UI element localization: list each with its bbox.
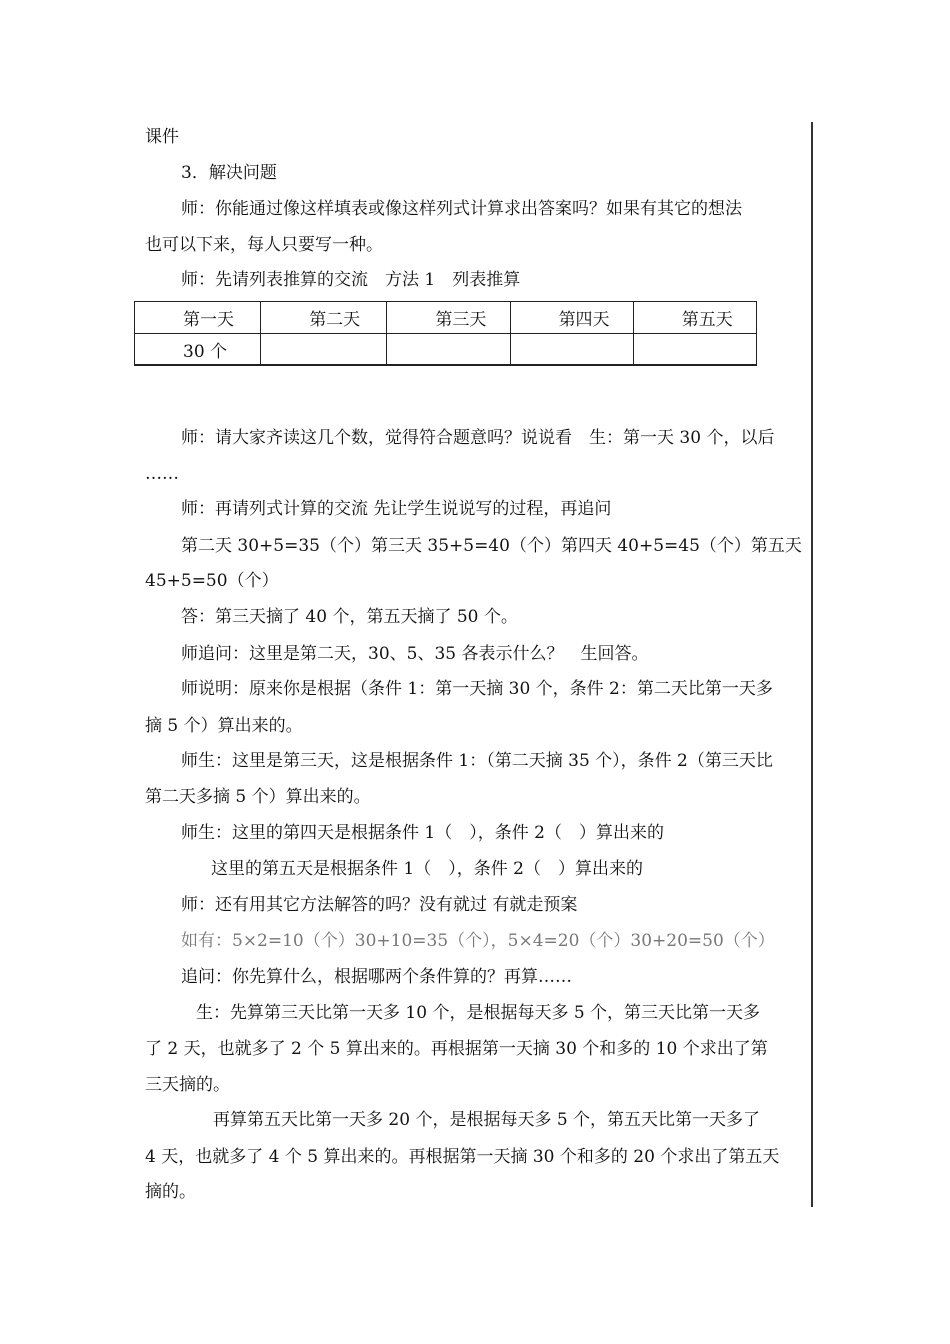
day-table xyxy=(134,301,757,366)
table-cell xyxy=(261,334,386,337)
table-row xyxy=(135,334,757,366)
text-line: 再算第五天比第一天多 20 个，是根据每天多 5 个，第五天比第一天多了 xyxy=(213,1110,761,1130)
table-bottom-border xyxy=(134,364,757,366)
text-line: 摘 5 个）算出来的。 xyxy=(145,716,303,736)
text-line: 师生：这里是第三天，这是根据条件 1：（第二天摘 35 个），条件 2（第三天比 xyxy=(181,751,773,771)
text-line: 这里的第五天是根据条件 1（ ），条件 2（ ）算出来的 xyxy=(211,859,643,879)
text-line: 4 天，也就多了 4 个 5 算出来的。再根据第一天摘 30 个和多的 20 个求出了第五天 xyxy=(145,1147,780,1167)
text-line: 45+5=50（个） xyxy=(145,571,279,591)
text-line: 师：先请列表推算的交流 方法 1 列表推算 xyxy=(181,270,521,290)
text-line: 师：请大家齐读这几个数，觉得符合题意吗？说说看 生：第一天 30 个，以后 xyxy=(181,428,775,448)
table-header-row xyxy=(135,302,757,334)
text-line: 师追问：这里是第二天，30、5、35 各表示什么？ 生回答。 xyxy=(181,644,649,664)
table-header-cell: 第五天 xyxy=(681,310,733,330)
text-line: 师说明：原来你是根据（条件 1：第一天摘 30 个，条件 2：第二天比第一天多 xyxy=(181,679,773,699)
text-line: 了 2 天，也就多了 2 个 5 算出来的。再根据第一天摘 30 个和多的 10 个求出了第 xyxy=(145,1039,768,1059)
text-line: 摘的。 xyxy=(145,1182,196,1202)
table-cell xyxy=(511,334,633,337)
text-line-gray: 如有：5×2=10（个）30+10=35（个），5×4=20（个）30+20=50（个） xyxy=(181,931,775,951)
text-line: 课件 xyxy=(145,127,179,147)
text-line: 师：你能通过像这样填表或像这样列式计算求出答案吗？如果有其它的想法 xyxy=(181,199,742,219)
table-header-cell: 第三天 xyxy=(435,310,487,330)
text-line: …… xyxy=(145,464,179,484)
text-line: 师：还有用其它方法解答的吗？没有就过 有就走预案 xyxy=(181,895,578,915)
text-line: 也可以下来，每人只要写一种。 xyxy=(145,235,383,255)
text-line: 追问：你先算什么，根据哪两个条件算的？再算…… xyxy=(181,967,572,987)
text-line: 生：先算第三天比第一天多 10 个，是根据每天多 5 个，第三天比第一天多 xyxy=(196,1003,761,1023)
table-header-cell: 第四天 xyxy=(558,310,610,330)
text-line: 师：再请列式计算的交流 先让学生说说写的过程，再追问 xyxy=(181,499,612,519)
text-line: 三天摘的。 xyxy=(145,1075,230,1095)
margin-rule xyxy=(811,122,813,1207)
table-cell xyxy=(387,334,509,337)
text-line: 答：第三天摘了 40 个，第五天摘了 50 个。 xyxy=(181,607,518,627)
table-header-cell: 第二天 xyxy=(309,310,361,330)
text-line: 第二天 30+5=35（个）第三天 35+5=40（个）第四天 40+5=45（个）第五天 xyxy=(181,536,802,556)
table-cell xyxy=(634,334,756,337)
table-cell: 30 个 xyxy=(183,342,228,362)
text-line: 师生：这里的第四天是根据条件 1（ ），条件 2（ ）算出来的 xyxy=(181,823,664,843)
text-line: 第二天多摘 5 个）算出来的。 xyxy=(145,787,371,807)
section-heading: 3．解决问题 xyxy=(181,163,277,183)
table-header-cell: 第一天 xyxy=(183,310,234,330)
